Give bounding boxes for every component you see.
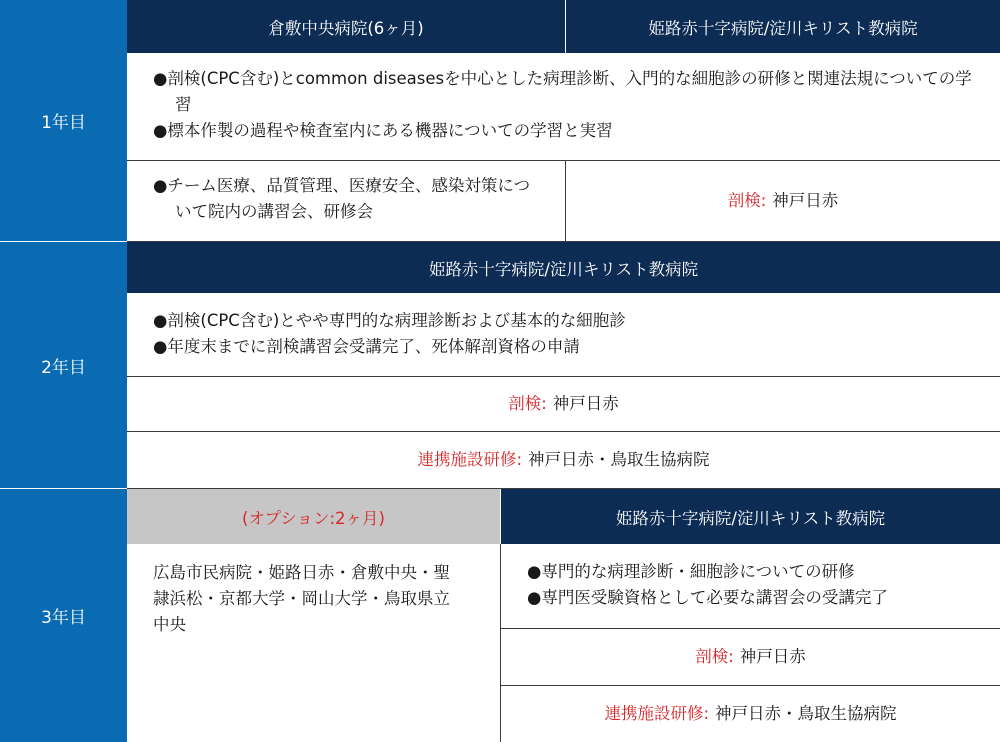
year-3-option-header: (オプション:2ヶ月) — [127, 489, 500, 544]
year-2-bullet: ●年度末までに剖検講習会受講完了、死体解剖資格の申請 — [153, 337, 580, 356]
header-divider — [565, 0, 566, 53]
year-2-label: 2年目 — [0, 242, 127, 488]
autopsy-value: 神戸日赤 — [552, 393, 619, 413]
autopsy-value: 神戸日赤 — [739, 646, 806, 666]
row-divider — [501, 685, 1000, 686]
year-2-header: 姫路赤十字病院/淀川キリスト教病院 — [127, 242, 1000, 293]
row-divider — [501, 628, 1000, 629]
column-divider — [500, 544, 501, 742]
row-divider — [127, 160, 1000, 161]
year-divider — [0, 488, 127, 489]
partner-training-label: 連携施設研修: — [417, 449, 523, 469]
header-divider — [500, 489, 501, 544]
year-1-sub-bullet: ●チーム医療、品質管理、医療安全、感染対策について院内の講習会、研修会 — [153, 176, 531, 221]
row-divider — [127, 431, 1000, 432]
autopsy-label: 剖検: — [508, 393, 547, 413]
row-divider — [127, 241, 1000, 242]
year-3-autopsy — [501, 628, 1000, 685]
year-1-bullet: ●剖検(CPC含む)とcommon diseasesを中心とした病理診断、入門的な細胞診の研修と関連法規についての学習 — [153, 69, 972, 114]
year-3-partner-training — [501, 685, 1000, 742]
year-1-label: 1年目 — [0, 0, 127, 241]
year-2-partner-training — [127, 431, 1000, 488]
partner-training-value: 神戸日赤・鳥取生協病院 — [528, 449, 710, 469]
year-1-curriculum — [127, 53, 1000, 160]
autopsy-label: 剖検: — [695, 646, 734, 666]
year-1-team-training — [127, 160, 565, 241]
year-1-bullet: ●標本作製の過程や検査室内にある機器についての学習と実習 — [153, 121, 613, 140]
year-2-curriculum — [127, 293, 1000, 376]
autopsy-value: 神戸日赤 — [772, 190, 839, 210]
row-divider — [127, 376, 1000, 377]
year-3-label: 3年目 — [0, 489, 127, 742]
year-1-header-kurashiki: 倉敷中央病院(6ヶ月) — [127, 0, 565, 53]
year-2-autopsy — [127, 376, 1000, 431]
year-3-bullet: ●専門医受験資格として必要な講習会の受講完了 — [527, 588, 888, 607]
row-divider — [127, 488, 1000, 489]
autopsy-label: 剖検: — [727, 190, 767, 210]
year-divider — [0, 241, 127, 242]
year-3-option-hospitals: 広島市民病院・姫路日赤・倉敷中央・聖隷浜松・京都大学・岡山大学・鳥取県立中央 — [127, 544, 500, 742]
year-1-header-himeji-yodogawa: 姫路赤十字病院/淀川キリスト教病院 — [566, 0, 1000, 53]
partner-training-label: 連携施設研修: — [604, 703, 710, 723]
column-divider — [565, 160, 566, 241]
year-1-autopsy — [566, 160, 1000, 241]
year-3-curriculum — [501, 544, 1000, 628]
year-3-header-himeji-yodogawa: 姫路赤十字病院/淀川キリスト教病院 — [501, 489, 1000, 544]
partner-training-value: 神戸日赤・鳥取生協病院 — [715, 703, 897, 723]
year-3-bullet: ●専門的な病理診断・細胞診についての研修 — [527, 562, 855, 581]
year-2-bullet: ●剖検(CPC含む)とやや専門的な病理診断および基本的な細胞診 — [153, 311, 626, 330]
